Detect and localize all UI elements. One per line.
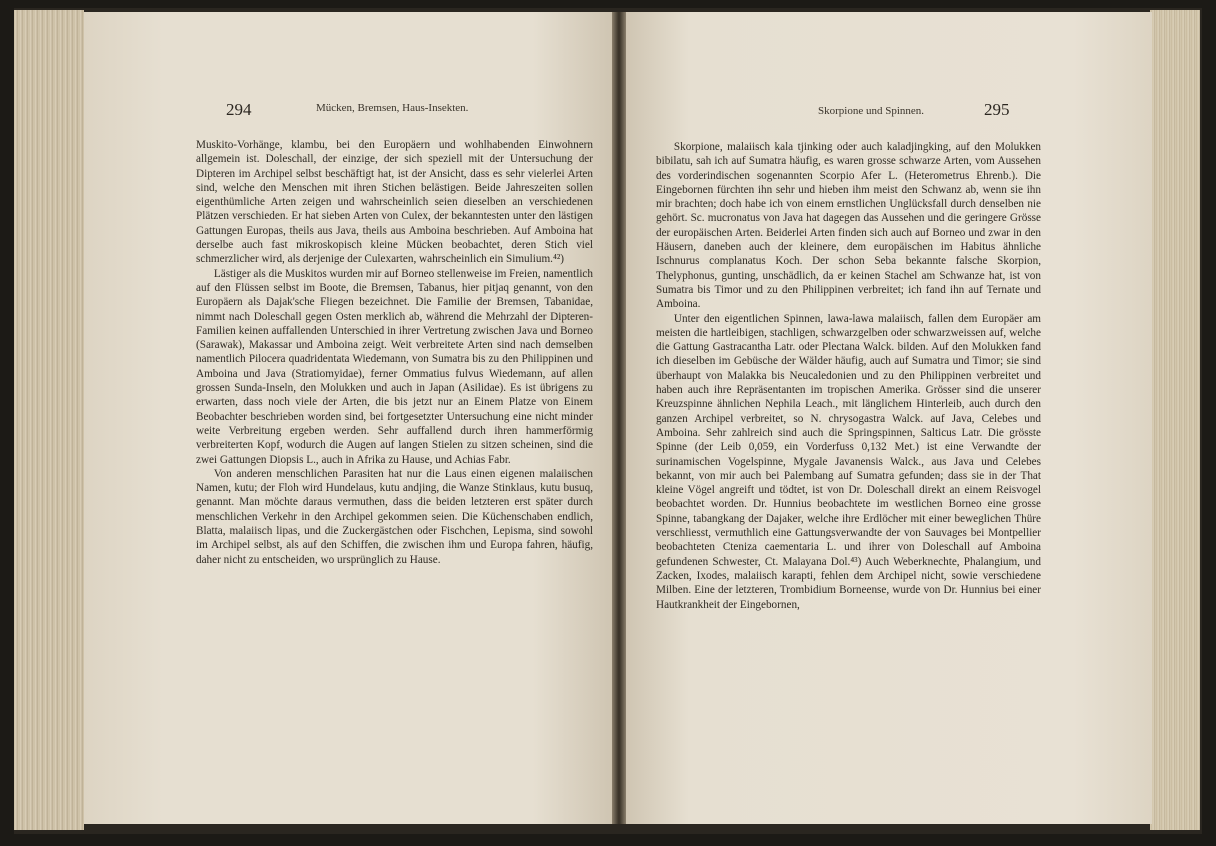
running-head: Mücken, Bremsen, Haus-Insekten.: [316, 102, 469, 114]
paragraph: Lästiger als die Muskitos wurden mir auf Borneo stellenweise im Freien, namentlich auf den Flüssen selbst im Boote, die Bremsen, Tabanus, hier pitjaq genannt, von den Europäern als Dajak'sche Fliegen bezeichnet. Die Familie der Bremsen, Tabanidae, nimmt nach Doleschall gegen Osten merklich ab, während die Mehrzahl der Dipteren-Familien keinen auffallenden Unterschied in ihrer Vertretung zwischen Java und Borneo (Sarawak), Makassar und Amboina zeigt. Weit verbreitete Arten sind nach demselben namentlich Pilocera quadridentata Wiedemann, von Sumatra bis zu den Philippinen und Amboina und Java (Stratiomyidae), ferner Ommatius fulvus Wiedemann, auf allen grossen Sunda-Inseln, den Molukken und auch in Japan (Asilidae). Es ist übrigens zu erwarten, dass noch viele der Arten, die bis jetzt nur an Einem Platze von Einem Beobachter beschrieben worden sind, bei fortgesetzter Untersuchung eine nicht minder weite Verbreitung ergeben werden. Sehr auffallend durch ihren hammerförmig verbreiterten Kopf, wodurch die Augen auf langen Stielen zu sitzen scheinen, sind die zwei Gattungen Diopsis L., auch in Afrika zu Hause, und Achias Fabr.: [196, 267, 593, 466]
page-edges-right: [1150, 10, 1200, 830]
page-number: 295: [984, 100, 1010, 119]
page-edges-left: [14, 10, 84, 830]
page-body: [656, 140, 1041, 612]
right-page: [626, 12, 1152, 824]
left-page: [84, 12, 612, 824]
paragraph: Von anderen menschlichen Parasiten hat nur die Laus einen eigenen malaiischen Namen, kutu; der Floh wird Hundelaus, kutu andjing, die Wanze Stinklaus, kutu busuq, genannt. Man möchte daraus vermuthen, dass die beiden letzteren erst später durch menschlichen Verkehr in den Archipel gekommen seien. Die Küchenschaben endlich, Blatta, malaiisch lipas, und die Zuckergästchen oder Fischchen, Lepisma, sind sowohl im Archipel selbst, als auf den Schiffen, die zwischen ihm und Europa fahren, häufig, daher nicht zu entscheiden, wo ursprünglich zu Hause.: [196, 467, 593, 566]
page-number: 294: [226, 100, 252, 119]
book-gutter: [612, 12, 626, 824]
running-head: Skorpione und Spinnen.: [818, 105, 925, 117]
page-body: [196, 138, 593, 567]
paragraph: Muskito-Vorhänge, klambu, bei den Europäern und wohlhabenden Einwohnern allgemein ist. Doleschall, der einzige, der sich speziell mit der Untersuchung der Dipteren im Archipel selbst beschäftigt hat, ist der Ansicht, dass es sehr vielerlei Arten sind, welche den Menschen mit ihren Stichen belästigen. Beide Jahreszeiten sollen eigenthümliche Arten zeigen und wahrscheinlich seien dieselben an verschiedenen Plätzen verschieden. Er hat sieben Arten von Culex, der bekanntesten unter den lästigen Gattungen Europas, theils aus Java, theils aus Amboina beschrieben. Auf Amboina hat derselbe auch fast mikroskopisch kleine Mücken beobachtet, deren Stich viel schmerzlicher wird, als derjenige der Culexarten, wahrscheinlich ein Simulium.⁴²): [196, 139, 593, 266]
paragraph: Skorpione, malaiisch kala tjinking oder auch kaladjingking, auf den Molukken bibilatu, sah ich auf Sumatra häufig, es waren grosse schwarze Arten, vom Aussehen des vorderindischen sogenannten Scorpio Afer L. (Heterometrus Ehrenb.). Die Eingebornen fürchten ihn sehr und hieben ihm meist den Schwanz ab, wenn sie ihn mir brachten; doch habe ich von einem ernstlichen Unglücksfall durch denselben nie gehört. Sc. mucronatus von Java hat dagegen das Aussehen und die geringere Grösse der europäischen Arten. Beiderlei Arten finden sich auch auf Borneo und zwar in den Häusern, daneben auch der kleinere, dem europäischen im Habitus ähnliche Ischnurus complanatus Koch. Der schon Seba bekannte falsche Skorpion, Thelyphonus, gunting, unschädlich, da er keinen Stachel am Schwanze hat, ist von Sumatra bis Timor und zu den Philippinen verbreitet; ich fand ihn auf Ternate und Amboina.: [656, 141, 1041, 311]
paragraph: Unter den eigentlichen Spinnen, lawa-lawa malaiisch, fallen dem Europäer am meisten die hartleibigen, stachligen, schwarzgelben oder schwarzweissen auf, welche die Gattung Gastracantha Latr. oder Plectana Walck. bilden. Auf den Molukken fand ich dieselben im Gebüsche der Wälder häufig, auch auf Sumatra und Timor; sie sind überhaupt von Malakka bis Neucaledonien und zu den Philippinen verbreitet und haben auch ihre Repräsentanten im tropischen Amerika. Grösser sind die unserer Kreuzspinne ähnlichen Nephila Leach., mit länglichem Hinterleib, auch durch den ganzen Archipel verbreitet, so N. chrysogastra Walck. auf Java, Celebes und Amboina. Sehr zahlreich sind auch die Springspinnen, Salticus Latr. Die grösste Spinne (der Leib 0,059, ein Vorderfuss 0,132 Met.) ist eine Verwandte der surinamischen Vogelspinne, Mygale Javanensis Walck., aus Java und Celebes bekannt, von mir auch bei Palembang auf Sumatra gefunden; dass sie in der That kleine Vögel angreift und tödtet, ist von Dr. Doleschall direkt an einem Reisvogel beobachtet worden. Dr. Hunnius beobachtete im westlichen Borneo eine grosse Spinne, tabangkang der Dajaker, welche ihre Erdlöcher mit einer beweglichen Thüre verschliesst, vermuthlich eine Gattungsverwandte der von Sauvages bei Montpellier beobachteten Cteniza caementaria L. und ihrer von Doleschall auf Amboina gefundenen Schwester, Ct. Malayana Dol.⁴³) Auch Weberknechte, Phalangium, und Zacken, Ixodes, malaiisch karapti, fehlen dem Archipel nicht, sowie verschiedene Milben. Eine der letzteren, Trombidium Borneense, wurde von Dr. Hunnius bei einer Hautkrankheit der Eingebornen,: [656, 312, 1041, 611]
